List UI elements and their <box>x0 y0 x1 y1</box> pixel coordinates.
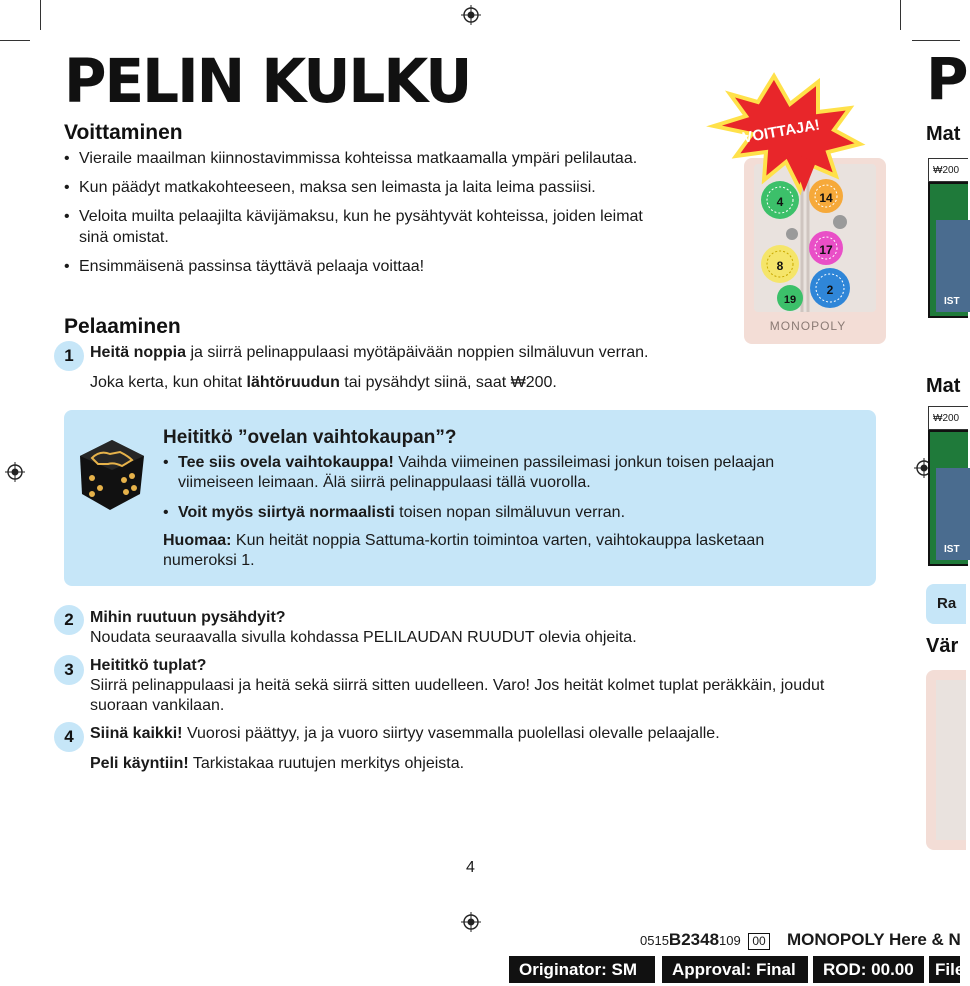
list-item: • Veloita muilta pelaajilta kävijämaksu, kun he pysähtyvät kohteissa, joiden leimat sinä omistat. <box>64 206 664 248</box>
stamp-number: 4 <box>776 195 784 209</box>
page-number: 4 <box>466 859 475 876</box>
property-card-1: ₩200 IST <box>928 158 968 318</box>
crop-mark <box>40 0 41 30</box>
winning-heading: Voittaminen <box>64 121 183 144</box>
originator-label: Originator: SM <box>509 956 655 983</box>
step1-line1: Heitä noppia ja siirrä pelinappulaasi myötäpäivään noppien silmäluvun verran. <box>90 344 649 361</box>
infobox-heading: Heititkö ”ovelan vaihtokaupan”? <box>163 427 457 448</box>
crop-mark <box>912 40 960 41</box>
right-passport-fragment <box>926 670 966 850</box>
winner-label: VOITTAJA! <box>741 116 822 147</box>
right-heading-var: Vär <box>926 635 959 657</box>
property-card-2: ₩200 IST <box>928 406 968 566</box>
stamp-number: 8 <box>776 259 784 273</box>
step-number: 3 <box>54 655 84 685</box>
list-item: • Ensimmäisenä passinsa täyttävä pelaaja voittaa! <box>64 256 664 277</box>
job-code: 0515B2348109 00 <box>640 931 770 950</box>
registration-mark-icon <box>461 5 481 25</box>
product-name: MONOPOLY Here & N <box>787 930 961 949</box>
registration-mark-icon <box>461 912 481 932</box>
page-title: PELIN KULKU <box>64 45 471 117</box>
rod-label: ROD: 00.00 <box>813 956 924 983</box>
winner-passport-illustration <box>700 72 900 350</box>
registration-mark-icon <box>5 462 25 482</box>
crop-mark <box>900 0 901 30</box>
game-on-text: Peli käyntiin! Tarkistakaa ruutujen merkitys ohjeista. <box>90 755 465 772</box>
file-label: File <box>929 956 960 983</box>
right-heading-mat1: Mat <box>926 123 961 145</box>
list-item: • Kun päädyt matkakohteeseen, maksa sen leimasta ja laita leima passiisi. <box>64 177 664 198</box>
step4-text: Siinä kaikki! Vuorosi päättyy, ja ja vuoro siirtyy vasemmalla puolellasi olevalle pelaajalle. <box>90 725 720 742</box>
stamp-number: 14 <box>819 191 833 205</box>
stamp-number: 17 <box>819 243 833 257</box>
tricky-trade-infobox <box>64 410 876 586</box>
right-page-title-fragment: P <box>926 45 969 113</box>
winning-list <box>64 148 664 285</box>
tricky-trade-die-icon <box>70 432 152 514</box>
stamp-number: 19 <box>783 294 797 306</box>
step-number: 1 <box>54 341 84 371</box>
step1-line2: Joka kerta, kun ohitat lähtöruudun tai pysähdyt siinä, saat ₩200. <box>90 374 557 391</box>
list-item: • Voit myös siirtyä normaalisti toisen nopan silmäluvun verran. <box>163 503 813 523</box>
list-item: • Vieraile maailman kiinnostavimmissa kohteissa matkaamalla ympäri pelilautaa. <box>64 148 664 169</box>
right-ra-box: Ra <box>926 584 966 624</box>
approval-label: Approval: Final <box>662 956 808 983</box>
step-number: 4 <box>54 722 84 752</box>
infobox-note: Huomaa: Kun heität noppia Sattuma-kortin toimintoa varten, vaihtokauppa lasketaan numeroksi 1. <box>163 532 765 569</box>
list-item: • Tee siis ovela vaihtokauppa! Vaihda viimeinen passileimasi jonkun toisen pelaajan viimeiseen leimaan. Älä siirrä pelinappulaasi tällä vuorolla. <box>163 453 813 493</box>
playing-heading: Pelaaminen <box>64 315 181 338</box>
step-number: 2 <box>54 605 84 635</box>
right-heading-mat2: Mat <box>926 375 961 397</box>
step2-text: Mihin ruutuun pysähdyit? Noudata seuraavalla sivulla kohdassa PELILAUDAN RUUDUT olevia ohjeita. <box>90 609 637 646</box>
passport-brand: MONOPOLY <box>769 319 847 333</box>
crop-mark <box>0 40 30 41</box>
stamp-number: 2 <box>826 283 834 297</box>
step3-text: Heititkö tuplat? Siirrä pelinappulaasi ja heitä sekä siirrä sitten uudelleen. Varo! Jos heität kolmet tuplat peräkkäin, joudut suoraan vankilaan. <box>90 657 825 714</box>
infobox-list <box>163 453 813 531</box>
